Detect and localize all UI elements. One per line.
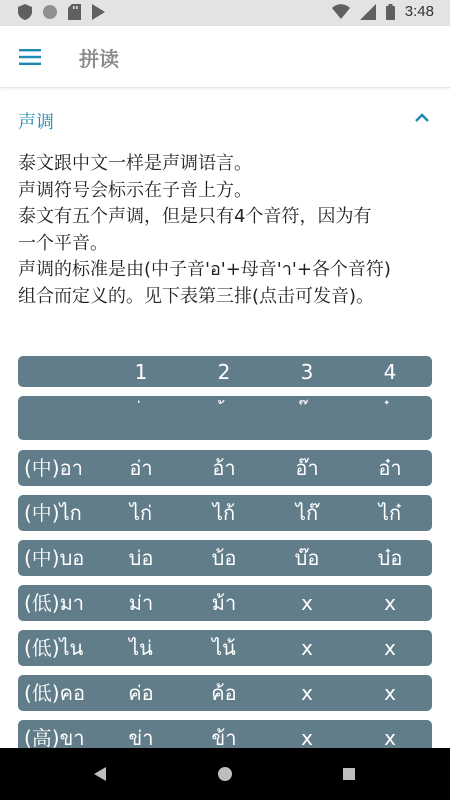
unavailable-cell: x [301,591,313,615]
syllable-sound-cell[interactable]: ไก๊ [295,501,319,525]
circle-icon [42,4,58,20]
table-row [18,675,432,711]
page-title: 拼读 [79,47,119,71]
tone-mark-cell [352,396,428,440]
tone-mark-cell [186,396,262,440]
status-bar [0,0,450,26]
syllable-base-cell: (中)อา [24,456,83,480]
chevron-up-icon [414,111,430,123]
table-row [18,630,432,666]
syllable-sound-cell[interactable]: ไก้ [212,501,236,525]
play-store-icon [91,4,105,20]
tone-mark-cell [269,396,345,440]
table-row [18,585,432,621]
wifi-icon [332,4,350,20]
syllable-sound-cell[interactable]: ไก่ [129,501,153,525]
syllable-sound-cell[interactable]: ไน้ [212,636,236,660]
syllable-sound-cell[interactable]: ม้า [211,591,237,615]
system-nav-bar [0,748,450,800]
syllable-sound-cell[interactable]: บ่อ [128,546,154,570]
syllable-base-cell: (中)ไก [24,501,82,525]
syllable-base-cell: (低)คอ [24,681,85,705]
syllable-sound-cell[interactable]: ไน่ [129,636,153,660]
syllable-sound-cell[interactable]: อ๋า [378,456,402,480]
description-line: 泰文跟中文一样是声调语言。 [18,153,252,174]
section-title: 声调 [18,112,54,133]
description-line: 泰文有五个声调，但是只有4个音符，因为有 [18,206,372,227]
table-row [18,540,432,576]
syllable-sound-cell[interactable]: บ้อ [211,546,237,570]
syllable-sound-cell[interactable]: ค้อ [211,681,237,705]
unavailable-cell: x [301,681,313,705]
syllable-sound-cell[interactable]: อ๊า [295,456,319,480]
table-row [18,720,432,748]
recents-icon[interactable] [337,762,361,786]
signal-icon [360,4,376,20]
tone-mark-cell [103,396,179,440]
tone-marks-row [18,396,432,440]
status-right-icons [332,3,434,20]
unavailable-cell: x [384,591,396,615]
description-line: 一个平音。 [18,232,108,254]
syllable-sound-cell[interactable]: ค่อ [128,681,154,705]
section-header-tones[interactable] [0,89,450,147]
syllable-sound-cell[interactable]: ไก๋ [378,501,402,525]
header-cell: 2 [217,359,231,384]
menu-button[interactable] [10,37,50,77]
syllable-sound-cell[interactable]: บ๊อ [294,546,320,570]
header-cell: 3 [300,359,314,384]
app-bar [0,26,450,88]
header-cell: 4 [383,359,397,384]
syllable-sound-cell[interactable]: ข่า [128,726,154,748]
unavailable-cell: x [301,726,313,748]
unavailable-cell: x [384,726,396,748]
syllable-sound-cell[interactable]: อ้า [212,456,236,480]
table-row [18,450,432,486]
home-icon[interactable] [213,762,237,786]
unavailable-cell: x [384,636,396,660]
syllable-sound-cell[interactable]: บ๋อ [377,546,403,570]
tone-description [18,151,438,310]
shield-icon [18,4,32,20]
description-line: 组合而定义的。见下表第三排(点击可发音)。 [18,285,375,307]
syllable-sound-cell[interactable]: ม่า [128,591,154,615]
status-time: 3:48 [404,3,434,20]
unavailable-cell: x [384,681,396,705]
battery-icon [386,4,395,20]
syllable-base-cell: (高)ขา [24,726,85,748]
syllable-base-cell: (低)ไน [24,636,84,660]
main-content [0,89,450,748]
unavailable-cell: x [301,636,313,660]
back-icon[interactable] [88,762,112,786]
syllable-base-cell: (低)มา [24,591,85,615]
description-line: 声调的标准是由(中子音'อ'+母音'า'+各个音符) [18,259,391,280]
status-left-icons [18,4,105,20]
description-line: 声调符号会标示在子音上方。 [18,179,252,201]
header-cell: 1 [134,359,148,384]
syllable-sound-cell[interactable]: ข้า [211,726,237,748]
table-header-row [18,356,432,387]
syllable-base-cell: (中)บอ [24,546,85,570]
table-row [18,495,432,531]
hamburger-menu-icon [19,49,41,65]
syllable-sound-cell[interactable]: อ่า [129,456,153,480]
sd-card-icon [68,4,81,20]
